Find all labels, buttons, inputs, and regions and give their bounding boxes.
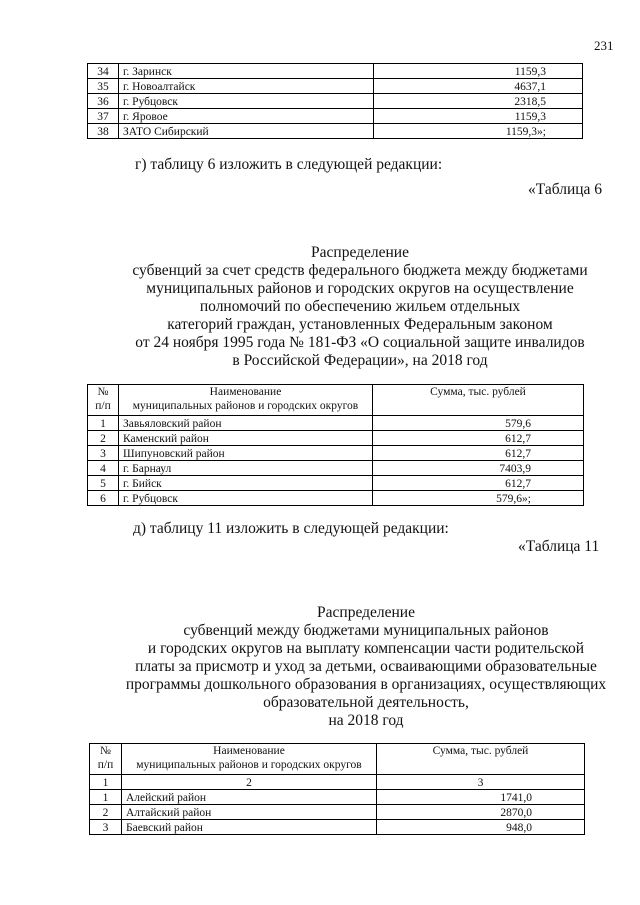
heading-line: субвенций между бюджетами муниципальных районов [183, 622, 549, 639]
table-header-row [88, 385, 584, 416]
header-name: Наименование муниципальных районов и городских округов [122, 744, 377, 775]
row-number: 36 [88, 94, 119, 109]
index-cell: 1 [90, 775, 122, 790]
table-6 [87, 384, 584, 506]
table-previous-continuation [87, 63, 583, 139]
row-number: 38 [88, 124, 119, 139]
table-header-row [90, 744, 585, 775]
table-row [88, 416, 584, 431]
row-number: 6 [88, 491, 119, 506]
page-number: 231 [594, 38, 614, 53]
row-name: Каменский район [119, 431, 373, 446]
heading-line: Распределение [311, 244, 409, 261]
table-row [88, 124, 583, 139]
row-name: Алейский район [122, 790, 377, 805]
row-name: г. Рубцовск [119, 491, 373, 506]
row-number: 2 [88, 431, 119, 446]
row-value: 612,7 [373, 476, 584, 491]
table-11-heading [0, 604, 640, 730]
heading-line: и городских округов на выплату компенсации части родительской [147, 640, 585, 657]
row-number: 35 [88, 79, 119, 94]
table-row [88, 476, 584, 491]
row-number: 4 [88, 461, 119, 476]
row-number: 5 [88, 476, 119, 491]
heading-line: категорий граждан, установленных Федеральным законом [167, 316, 553, 333]
table-row [90, 805, 585, 820]
heading-line: платы за присмотр и уход за детьми, осваивающими образовательные [135, 658, 597, 675]
heading-line: субвенций за счет средств федерального бюджета между бюджетами [132, 262, 588, 279]
row-name: г. Заринск [119, 64, 374, 79]
row-name: Баевский район [122, 820, 377, 835]
table-row [88, 109, 583, 124]
table-row [88, 79, 583, 94]
table-row [88, 446, 584, 461]
row-name: г. Рубцовск [119, 94, 374, 109]
heading-line: программы дошкольного образования в организациях, осуществляющих [125, 676, 607, 693]
row-name: г. Бийск [119, 476, 373, 491]
heading-line: полномочий по обеспечению жильем отдельных [199, 298, 521, 315]
heading-line: Распределение [317, 604, 415, 621]
row-name: г. Яровое [119, 109, 374, 124]
table-11 [89, 743, 585, 835]
row-value: 2870,0 [377, 805, 585, 820]
row-name: г. Новоалтайск [119, 79, 374, 94]
table-6-label: «Таблица 6 [528, 181, 603, 198]
heading-line: образовательной деятельность, [263, 694, 469, 711]
row-value: 2318,5 [374, 94, 583, 109]
row-number: 34 [88, 64, 119, 79]
header-name: Наименование муниципальных районов и городских округов [119, 385, 373, 416]
row-value: 4637,1 [374, 79, 583, 94]
row-number: 3 [88, 446, 119, 461]
table-row [88, 461, 584, 476]
instruction-table-6: г) таблицу 6 изложить в следующей редакции: [135, 156, 443, 173]
table-row [88, 64, 583, 79]
row-number: 1 [90, 790, 122, 805]
table-row [88, 431, 584, 446]
row-value: 1159,3 [374, 64, 583, 79]
table-6-heading [0, 244, 640, 370]
row-value: 948,0 [377, 820, 585, 835]
row-number: 3 [90, 820, 122, 835]
row-value: 612,7 [373, 431, 584, 446]
heading-line: муниципальных районов и городских округов на осуществление [146, 280, 574, 297]
row-name: г. Барнаул [119, 461, 373, 476]
table-row [90, 790, 585, 805]
row-value: 579,6 [373, 416, 584, 431]
index-cell: 2 [122, 775, 377, 790]
index-cell: 3 [377, 775, 585, 790]
instruction-table-11: д) таблицу 11 изложить в следующей редакции: [133, 520, 449, 537]
row-number: 1 [88, 416, 119, 431]
header-num: № п/п [90, 744, 122, 775]
row-value: 7403,9 [373, 461, 584, 476]
heading-line: на 2018 год [328, 712, 404, 729]
row-number: 2 [90, 805, 122, 820]
row-value: 1741,0 [377, 790, 585, 805]
row-name: Завьяловский район [119, 416, 373, 431]
table-row [88, 94, 583, 109]
row-value: 579,6»; [373, 491, 584, 506]
column-index-row [90, 775, 585, 790]
table-row [90, 820, 585, 835]
heading-line: от 24 ноября 1995 года № 181-ФЗ «О социальной защите инвалидов [135, 334, 585, 351]
header-sum: Сумма, тыс. рублей [377, 744, 585, 775]
row-number: 37 [88, 109, 119, 124]
heading-line: в Российской Федерации», на 2018 год [232, 352, 488, 369]
row-value: 612,7 [373, 446, 584, 461]
row-name: ЗАТО Сибирский [119, 124, 374, 139]
table-row [88, 491, 584, 506]
row-value: 1159,3 [374, 109, 583, 124]
row-value: 1159,3»; [374, 124, 583, 139]
row-name: Шипуновский район [119, 446, 373, 461]
header-sum: Сумма, тыс. рублей [373, 385, 584, 416]
row-name: Алтайский район [122, 805, 377, 820]
table-11-label: «Таблица 11 [518, 538, 600, 555]
header-num: № п/п [88, 385, 119, 416]
